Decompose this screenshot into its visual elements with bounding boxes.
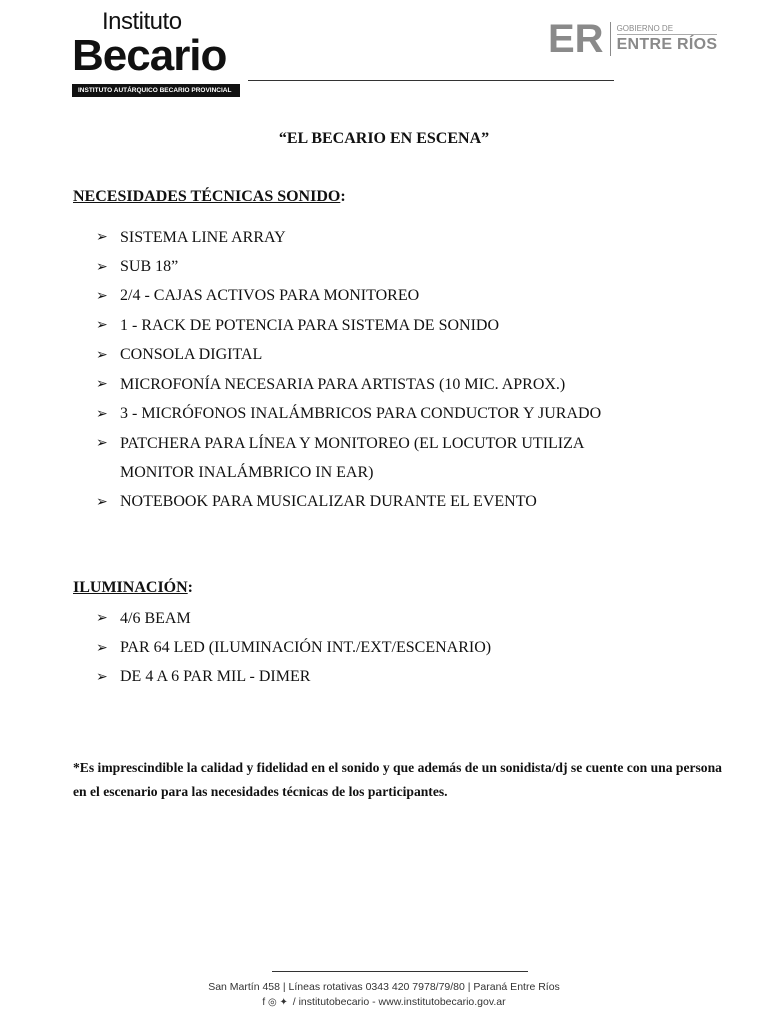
list-item-text: CONSOLA DIGITAL bbox=[120, 346, 263, 364]
social-icons: f ◎ ✦ bbox=[262, 997, 288, 1008]
arrow-bullet-icon: ➢ bbox=[96, 377, 108, 393]
logo-strip: INSTITUTO AUTÁRQUICO BECARIO PROVINCIAL bbox=[72, 84, 240, 97]
iluminacion-heading bbox=[73, 579, 193, 597]
footer-divider bbox=[272, 971, 528, 972]
arrow-bullet-icon: ➢ bbox=[96, 435, 108, 451]
list-item bbox=[96, 252, 601, 281]
arrow-bullet-icon: ➢ bbox=[96, 640, 108, 656]
list-item-text: MICROFONÍA NECESARIA PARA ARTISTAS (10 MIC. APROX.) bbox=[120, 375, 566, 393]
arrow-bullet-icon: ➢ bbox=[96, 406, 108, 422]
instituto-becario-logo bbox=[72, 10, 242, 97]
footer-address: San Martín 458 | Líneas rotativas 0343 420 7978/79/80 | Paraná Entre Ríos bbox=[208, 981, 560, 993]
sonido-list bbox=[96, 223, 601, 517]
list-item-line1: PATCHERA PARA LÍNEA Y MONITOREO (EL LOCUTOR UTILIZA bbox=[120, 434, 585, 452]
document-title: “EL BECARIO EN ESCENA” bbox=[278, 130, 490, 147]
arrow-bullet-icon: ➢ bbox=[96, 230, 108, 246]
entre-rios-logo bbox=[548, 17, 718, 61]
list-item-text: 3 - MICRÓFONOS INALÁMBRICOS PARA CONDUCTOR Y JURADO bbox=[120, 405, 602, 423]
arrow-bullet-icon: ➢ bbox=[96, 259, 108, 275]
list-item-text bbox=[120, 429, 584, 488]
list-item bbox=[96, 488, 601, 517]
arrow-bullet-icon: ➢ bbox=[96, 347, 108, 363]
footer-web-text: / institutobecario - www.institutobecario.gov.ar bbox=[292, 996, 506, 1008]
list-item-text: PAR 64 LED (ILUMINACIÓN INT./EXT/ESCENARIO) bbox=[120, 639, 492, 657]
list-item bbox=[96, 311, 601, 340]
list-item-text: DE 4 A 6 PAR MIL - DIMER bbox=[120, 668, 311, 686]
arrow-bullet-icon: ➢ bbox=[96, 669, 108, 685]
list-item-text: NOTEBOOK PARA MUSICALIZAR DURANTE EL EVENTO bbox=[120, 493, 537, 511]
arrow-bullet-icon: ➢ bbox=[96, 318, 108, 334]
sonido-heading-text: NECESIDADES TÉCNICAS SONIDO bbox=[73, 188, 341, 205]
list-item-text: 4/6 BEAM bbox=[120, 609, 191, 627]
sonido-heading bbox=[73, 188, 346, 206]
arrow-bullet-icon: ➢ bbox=[96, 611, 108, 627]
arrow-bullet-icon: ➢ bbox=[96, 494, 108, 510]
er-letters: ER bbox=[548, 17, 604, 61]
list-item-text: 1 - RACK DE POTENCIA PARA SISTEMA DE SONIDO bbox=[120, 316, 500, 334]
logo-line2: Becario bbox=[72, 31, 227, 80]
gov-text bbox=[617, 24, 718, 54]
list-item bbox=[96, 429, 601, 488]
footer-web bbox=[0, 995, 768, 1010]
iluminacion-heading-text: ILUMINACIÓN bbox=[73, 579, 188, 596]
header-divider bbox=[248, 80, 614, 81]
gov-small: GOBIERNO DE bbox=[617, 24, 718, 35]
gov-big: ENTRE RÍOS bbox=[616, 36, 718, 53]
list-item-text: 2/4 - CAJAS ACTIVOS PARA MONITOREO bbox=[120, 287, 420, 305]
list-item bbox=[96, 370, 601, 399]
list-item bbox=[96, 663, 491, 692]
iluminacion-list bbox=[96, 604, 491, 692]
list-item-text: SUB 18” bbox=[120, 258, 179, 276]
logo-line1: Instituto bbox=[102, 8, 182, 35]
iluminacion-heading-colon: : bbox=[187, 579, 193, 596]
list-item bbox=[96, 604, 491, 633]
er-mark bbox=[548, 17, 604, 61]
er-divider bbox=[610, 22, 611, 56]
list-item-text: SISTEMA LINE ARRAY bbox=[120, 228, 286, 246]
sonido-heading-colon: : bbox=[340, 188, 346, 205]
list-item-line2: MONITOR INALÁMBRICO IN EAR) bbox=[120, 464, 374, 482]
list-item bbox=[96, 633, 491, 662]
arrow-bullet-icon: ➢ bbox=[96, 288, 108, 304]
footer bbox=[0, 980, 768, 1010]
list-item bbox=[96, 223, 601, 252]
important-note: *Es imprescindible la calidad y fidelidad en el sonido y que además de un sonidista/dj se cuente con una persona en el escenario para las necesidades técnicas de los participantes. bbox=[73, 760, 722, 799]
list-item bbox=[96, 341, 601, 370]
list-item bbox=[96, 282, 601, 311]
list-item bbox=[96, 399, 601, 428]
